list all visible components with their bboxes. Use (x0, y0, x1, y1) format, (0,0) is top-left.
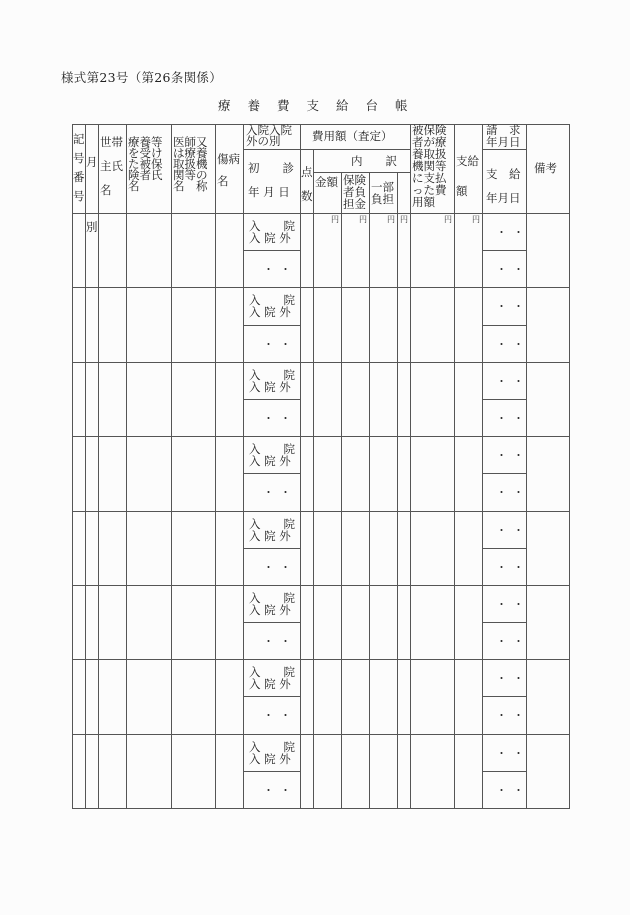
entry-cell[interactable] (527, 363, 569, 436)
row-label-nyuin: 入 院 (249, 293, 295, 307)
header-line: 担金 (343, 197, 366, 211)
header-line: 主氏 (100, 159, 123, 173)
title-char: 給 (336, 98, 349, 113)
entry-cell[interactable] (411, 660, 454, 733)
entry-cell[interactable] (99, 437, 126, 510)
header-line: を受け (128, 146, 163, 160)
yen-unit-mark: 円 (331, 215, 339, 224)
shoshin-date-value: ・・ (263, 561, 297, 574)
row-label-nyuin: 入 院 (249, 740, 295, 754)
shikyu-date-value: ・・ (496, 709, 530, 722)
header-shobyo-mei (217, 148, 240, 192)
header-line: 号 (73, 151, 85, 165)
entry-cell[interactable] (99, 363, 126, 436)
row-label-nyuingai: 入 院 外 (249, 752, 291, 766)
entry-cell[interactable] (73, 214, 85, 287)
title-char: 支 (306, 98, 320, 113)
entry-cell[interactable] (527, 214, 569, 287)
header-line: 関等の (173, 168, 208, 182)
entry-cell[interactable] (86, 214, 98, 287)
entry-cell[interactable] (455, 214, 482, 287)
entry-cell[interactable] (216, 512, 243, 585)
row-label-nyuingai: 入 院 外 (249, 231, 291, 245)
entry-cell[interactable] (172, 512, 215, 585)
entry-cell[interactable] (370, 735, 397, 808)
entry-cell[interactable] (127, 214, 171, 287)
entry-cell[interactable] (127, 735, 171, 808)
shikyu-date-value: ・・ (496, 412, 530, 425)
entry-cell[interactable] (301, 437, 313, 510)
header-line: 一部 (371, 180, 394, 194)
header-seikyu-date (486, 124, 521, 148)
entry-cell[interactable] (99, 214, 126, 287)
entry-cell[interactable] (216, 735, 243, 808)
entry-cell[interactable] (99, 512, 126, 585)
yen-unit-mark: 円 (400, 215, 408, 224)
header-line: 者負 (343, 185, 366, 199)
shoshin-date-value: ・・ (263, 784, 297, 797)
row-label-nyuin: 入 院 (249, 665, 295, 679)
entry-cell[interactable] (301, 288, 313, 361)
entry-cell[interactable] (455, 586, 482, 659)
entry-cell[interactable] (73, 660, 85, 733)
header-line: 名 (217, 174, 229, 188)
row-subdivider-nyuin (243, 325, 300, 326)
entry-cell[interactable] (99, 735, 126, 808)
entry-cell[interactable] (86, 437, 98, 510)
row-subdivider-nyuin (243, 548, 300, 549)
shoshin-date-value: ・・ (263, 412, 297, 425)
entry-cell[interactable] (127, 586, 171, 659)
entry-cell[interactable] (527, 660, 569, 733)
title-char: 帳 (395, 98, 408, 113)
entry-cell[interactable] (411, 288, 454, 361)
entry-cell[interactable] (455, 660, 482, 733)
entry-cell[interactable] (301, 363, 313, 436)
seikyu-date-value: ・・ (496, 226, 530, 239)
seikyu-date-value: ・・ (496, 598, 530, 611)
header-line: 記 (73, 132, 85, 146)
header-line: 機関等 (412, 159, 447, 173)
entry-cell[interactable] (127, 660, 171, 733)
seikyu-date-value: ・・ (496, 672, 530, 685)
entry-cell[interactable] (172, 735, 215, 808)
entry-cell[interactable] (73, 437, 85, 510)
header-line: 号 (73, 189, 85, 203)
entry-cell[interactable] (455, 437, 482, 510)
entry-cell[interactable] (398, 586, 410, 659)
entry-cell[interactable] (216, 363, 243, 436)
header-line: 傷病 (217, 152, 240, 166)
entry-cell[interactable] (314, 512, 341, 585)
row-label-nyuin: 入 院 (249, 442, 295, 456)
header-shoshin-date: 年 月 日 (248, 185, 290, 199)
entry-cell[interactable] (314, 288, 341, 361)
header-line: 年月日 (486, 135, 521, 149)
shikyu-date-value: ・・ (496, 486, 530, 499)
entry-cell[interactable] (86, 735, 98, 808)
title-char: 療 (218, 98, 231, 113)
entry-cell[interactable] (86, 363, 98, 436)
header-kingaku: 金額 (315, 175, 338, 189)
header-line: 請 求 (486, 123, 521, 137)
header-line: は療養 (173, 146, 208, 160)
shikyu-date-value: ・・ (496, 635, 530, 648)
header-line: った費 (412, 183, 447, 197)
shoshin-date-value: ・・ (263, 635, 297, 648)
header-subline-seikyu (482, 149, 526, 150)
entry-cell[interactable] (172, 437, 215, 510)
entry-cell[interactable] (455, 288, 482, 361)
entry-cell[interactable] (342, 437, 369, 510)
entry-cell[interactable] (301, 735, 313, 808)
entry-cell[interactable] (172, 586, 215, 659)
header-setainushi (100, 130, 123, 202)
entry-cell[interactable] (398, 288, 410, 361)
column-divider (243, 124, 244, 808)
entry-cell[interactable] (314, 660, 341, 733)
entry-cell[interactable] (398, 437, 410, 510)
entry-cell[interactable] (314, 735, 341, 808)
header-biko: 備考 (534, 161, 557, 175)
row-label-nyuin: 入 院 (249, 517, 295, 531)
entry-cell[interactable] (411, 214, 454, 287)
header-line: 養取扱 (412, 147, 447, 161)
row-subdivider-nyuin (243, 696, 300, 697)
row-subdivider-date (482, 399, 526, 400)
entry-cell[interactable] (314, 437, 341, 510)
entry-cell[interactable] (342, 735, 369, 808)
header-line: 月 (86, 155, 98, 169)
row-subdivider-date (482, 250, 526, 251)
entry-cell[interactable] (370, 288, 397, 361)
entry-cell[interactable] (99, 288, 126, 361)
header-tensu (301, 160, 313, 208)
row-label-nyuingai: 入 院 外 (249, 529, 291, 543)
seikyu-date-value: ・・ (496, 375, 530, 388)
entry-cell[interactable] (73, 586, 85, 659)
entry-cell[interactable] (342, 363, 369, 436)
row-label-nyuingai: 入 院 外 (249, 380, 291, 394)
header-line: 支 給 (486, 167, 521, 181)
header-line: 額 (456, 184, 468, 198)
header-line: た被保 (128, 157, 163, 171)
entry-cell[interactable] (342, 214, 369, 287)
row-subdivider-date (482, 696, 526, 697)
entry-cell[interactable] (127, 512, 171, 585)
shikyu-date-value: ・・ (496, 338, 530, 351)
header-line: 別 (86, 220, 98, 234)
header-line: 点 (301, 165, 313, 179)
entry-cell[interactable] (398, 363, 410, 436)
table-bottom-border (72, 808, 570, 809)
header-line: 用額 (412, 195, 435, 209)
column-divider (482, 124, 483, 808)
row-subdivider-nyuin (243, 771, 300, 772)
entry-cell[interactable] (301, 660, 313, 733)
entry-cell[interactable] (398, 512, 410, 585)
entry-cell[interactable] (398, 214, 410, 287)
header-line: 者が療 (412, 135, 447, 149)
yen-unit-mark: 円 (359, 215, 367, 224)
header-line: 番 (73, 170, 85, 184)
row-label-nyuingai: 入 院 外 (249, 305, 291, 319)
row-subdivider-nyuin (243, 473, 300, 474)
entry-cell[interactable] (398, 735, 410, 808)
entry-cell[interactable] (314, 586, 341, 659)
row-subdivider-date (482, 771, 526, 772)
entry-cell[interactable] (411, 437, 454, 510)
entry-cell[interactable] (216, 214, 243, 287)
row-label-nyuin: 入 院 (249, 368, 295, 382)
header-shikyu-gaku (456, 146, 479, 206)
header-kigo-bango (73, 130, 85, 206)
header-nyuin-betsu: 入院入院外の別 (246, 123, 292, 148)
header-line: 療養等 (128, 135, 163, 149)
form-number: 様式第23号（第26条関係） (61, 70, 223, 85)
header-shoshin: 初 診 (248, 161, 294, 175)
entry-cell[interactable] (455, 735, 482, 808)
header-line: 名 称 (173, 179, 208, 193)
entry-cell[interactable] (172, 660, 215, 733)
entry-cell[interactable] (411, 363, 454, 436)
entry-cell[interactable] (86, 512, 98, 585)
shoshin-date-value: ・・ (263, 709, 297, 722)
header-line: 医師又 (173, 135, 208, 149)
entry-cell[interactable] (398, 660, 410, 733)
header-line: 名 (100, 183, 112, 197)
seikyu-date-value: ・・ (496, 747, 530, 760)
entry-cell[interactable] (370, 437, 397, 510)
entry-cell[interactable] (172, 363, 215, 436)
entry-cell[interactable] (86, 586, 98, 659)
row-label-nyuingai: 入 院 外 (249, 454, 291, 468)
entry-cell[interactable] (172, 214, 215, 287)
entry-cell[interactable] (527, 288, 569, 361)
entry-cell[interactable] (216, 437, 243, 510)
entry-cell[interactable] (527, 437, 569, 510)
entry-cell[interactable] (73, 288, 85, 361)
header-line: 数 (301, 189, 313, 203)
entry-cell[interactable] (314, 214, 341, 287)
header-subline (243, 149, 410, 150)
entry-cell[interactable] (216, 586, 243, 659)
column-divider (569, 124, 570, 808)
row-subdivider-nyuin (243, 399, 300, 400)
entry-cell[interactable] (73, 512, 85, 585)
row-subdivider-nyuin (243, 622, 300, 623)
row-label-nyuin: 入 院 (249, 219, 295, 233)
entry-cell[interactable] (86, 288, 98, 361)
row-subdivider-date (482, 325, 526, 326)
entry-cell[interactable] (411, 735, 454, 808)
shoshin-date-value: ・・ (263, 338, 297, 351)
entry-cell[interactable] (370, 586, 397, 659)
entry-cell[interactable] (172, 288, 215, 361)
header-shikyu-date (486, 162, 521, 210)
row-subdivider-nyuin (243, 250, 300, 251)
row-label-nyuin: 入 院 (249, 591, 295, 605)
yen-unit-mark: 円 (472, 215, 480, 224)
header-line: 保険 (343, 173, 366, 187)
title-char: 費 (277, 98, 290, 113)
entry-cell[interactable] (342, 512, 369, 585)
yen-unit-mark: 円 (444, 215, 452, 224)
entry-cell[interactable] (370, 660, 397, 733)
row-subdivider-date (482, 548, 526, 549)
entry-cell[interactable] (99, 660, 126, 733)
entry-cell[interactable] (127, 288, 171, 361)
row-label-nyuingai: 入 院 外 (249, 603, 291, 617)
entry-cell[interactable] (216, 288, 243, 361)
entry-cell[interactable] (527, 586, 569, 659)
yen-unit-mark: 円 (387, 215, 395, 224)
header-line: 負担 (371, 192, 394, 206)
entry-cell[interactable] (370, 512, 397, 585)
header-ishi-kikan (173, 137, 208, 192)
header-line: 険者氏 (128, 168, 163, 182)
shoshin-date-value: ・・ (263, 486, 297, 499)
entry-cell[interactable] (455, 512, 482, 585)
entry-cell[interactable] (99, 586, 126, 659)
entry-cell[interactable] (86, 660, 98, 733)
header-hiyo-gaku: 費用額（査定） (312, 129, 393, 143)
entry-cell[interactable] (527, 512, 569, 585)
header-line: 年月日 (486, 191, 521, 205)
header-line: 支給 (456, 154, 479, 168)
entry-cell[interactable] (527, 735, 569, 808)
header-line: 被保険 (412, 123, 447, 137)
entry-cell[interactable] (411, 586, 454, 659)
shoshin-date-value: ・・ (263, 263, 297, 276)
shikyu-date-value: ・・ (496, 784, 530, 797)
shikyu-date-value: ・・ (496, 561, 530, 574)
header-line: 世帯 (100, 135, 123, 149)
entry-cell[interactable] (370, 214, 397, 287)
header-line: 名 (128, 179, 140, 193)
row-label-nyuingai: 入 院 外 (249, 677, 291, 691)
entry-cell[interactable] (455, 363, 482, 436)
shikyu-date-value: ・・ (496, 263, 530, 276)
entry-cell[interactable] (342, 288, 369, 361)
entry-cell[interactable] (127, 363, 171, 436)
header-line: に支払 (412, 171, 447, 185)
entry-cell[interactable] (370, 363, 397, 436)
entry-cell[interactable] (127, 437, 171, 510)
entry-cell[interactable] (342, 586, 369, 659)
row-subdivider-date (482, 622, 526, 623)
entry-cell[interactable] (73, 363, 85, 436)
title-char: 養 (247, 98, 261, 113)
title-char: 台 (365, 98, 379, 113)
header-line: 取扱機 (173, 157, 208, 171)
row-subdivider-date (482, 473, 526, 474)
header-ichibu-futan (371, 181, 394, 205)
entry-cell[interactable] (301, 512, 313, 585)
header-uchiwake: 内 訳 (351, 154, 397, 168)
entry-cell[interactable] (342, 660, 369, 733)
seikyu-date-value: ・・ (496, 524, 530, 537)
seikyu-date-value: ・・ (496, 449, 530, 462)
entry-cell[interactable] (73, 735, 85, 808)
header-ryoyo-hihokensha (128, 137, 163, 192)
entry-cell[interactable] (301, 586, 313, 659)
header-hokensha-futan (343, 174, 366, 210)
entry-cell[interactable] (314, 363, 341, 436)
header-shiharai-hiyo (412, 124, 447, 208)
entry-cell[interactable] (216, 660, 243, 733)
entry-cell[interactable] (411, 512, 454, 585)
seikyu-date-value: ・・ (496, 300, 530, 313)
entry-cell[interactable] (301, 214, 313, 287)
